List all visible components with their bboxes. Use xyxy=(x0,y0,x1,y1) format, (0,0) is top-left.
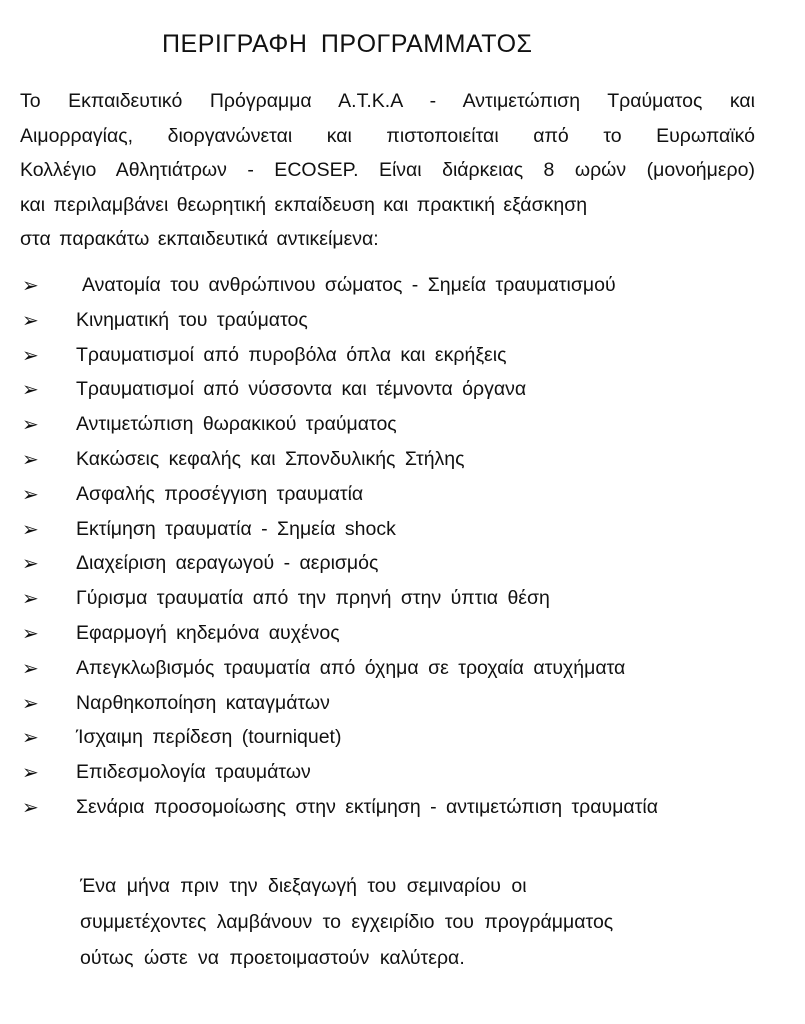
list-item-text: Ανατομία του ανθρώπινου σώματος - Σημεία τραυματισμού xyxy=(82,274,616,296)
list-item xyxy=(20,372,790,407)
closing-line: ούτως ώστε να προετοιμαστούν καλύτερα. xyxy=(80,947,465,969)
list-item xyxy=(20,512,790,547)
list-item xyxy=(20,720,790,755)
list-item xyxy=(20,442,790,477)
list-item-text: Επιδεσμολογία τραυμάτων xyxy=(76,761,311,784)
intro-line: Κολλέγιο Αθλητιάτρων - ECOSEP. Είναι διάρκειας 8 ωρών (μονοήμερο) xyxy=(20,159,755,181)
arrow-bullet-icon: ➢ xyxy=(22,690,39,715)
arrow-bullet-icon: ➢ xyxy=(22,412,39,437)
arrow-bullet-icon: ➢ xyxy=(22,446,39,471)
arrow-bullet-icon: ➢ xyxy=(22,655,39,680)
arrow-bullet-icon: ➢ xyxy=(22,760,39,785)
list-item xyxy=(20,407,790,442)
arrow-bullet-icon: ➢ xyxy=(22,551,39,576)
list-item-text: Κινηματική του τραύματος xyxy=(76,308,308,331)
intro-line: Το Εκπαιδευτικό Πρόγραμμα Α.Τ.Κ.Α - Αντιμετώπιση Τραύματος και xyxy=(20,90,755,112)
closing-line: συμμετέχοντες λαμβάνουν το εγχειρίδιο του προγράμματος xyxy=(80,911,614,933)
page-title: ΠΕΡΙΓΡΑΦΗ ΠΡΟΓΡΑΜΜΑΤΟΣ xyxy=(162,30,533,58)
list-item xyxy=(20,616,790,651)
arrow-bullet-icon: ➢ xyxy=(22,377,39,402)
list-item-text: Εκτίμηση τραυματία - Σημεία shock xyxy=(76,517,396,540)
list-item-text: Κακώσεις κεφαλής και Σπονδυλικής Στήλης xyxy=(76,447,465,470)
arrow-bullet-icon: ➢ xyxy=(22,273,39,297)
list-item-text: Ασφαλής προσέγγιση τραυματία xyxy=(76,482,364,505)
list-item-text: Γύρισμα τραυματία από την πρηνή στην ύπτια θέση xyxy=(76,587,550,610)
list-item-text: Τραυματισμοί από νύσσοντα και τέμνοντα όργανα xyxy=(76,378,527,401)
list-item xyxy=(20,338,790,373)
arrow-bullet-icon: ➢ xyxy=(22,725,39,750)
list-item xyxy=(20,651,790,686)
closing-line: Ένα μήνα πριν την διεξαγωγή του σεμιναρίου οι xyxy=(80,875,527,897)
list-item-text: Σενάρια προσομοίωσης στην εκτίμηση - αντιμετώπιση τραυματία xyxy=(76,795,659,818)
list-item-text: Ίσχαιμη περίδεση (tourniquet) xyxy=(76,726,342,749)
closing-paragraph xyxy=(80,868,730,976)
arrow-bullet-icon: ➢ xyxy=(22,516,39,541)
intro-line: Αιμορραγίας, διοργανώνεται και πιστοποιείται από το Ευρωπαϊκό xyxy=(20,124,755,147)
list-item xyxy=(20,790,790,825)
list-item-text: Διαχείριση αεραγωγού - αερισμός xyxy=(76,552,379,575)
list-item xyxy=(20,268,790,303)
list-item xyxy=(20,546,790,581)
list-item-text: Τραυματισμοί από πυροβόλα όπλα και εκρήξεις xyxy=(76,343,507,366)
arrow-bullet-icon: ➢ xyxy=(22,342,39,367)
list-item xyxy=(20,755,790,790)
intro-line: στα παρακάτω εκπαιδευτικά αντικείμενα: xyxy=(20,228,379,250)
arrow-bullet-icon: ➢ xyxy=(22,586,39,611)
list-item xyxy=(20,581,790,616)
intro-paragraph xyxy=(20,84,755,257)
list-item xyxy=(20,686,790,721)
list-item-text: Ναρθηκοποίηση καταγμάτων xyxy=(76,691,330,714)
list-item-text: Αντιμετώπιση θωρακικού τραύματος xyxy=(76,413,397,436)
intro-line: και περιλαμβάνει θεωρητική εκπαίδευση και πρακτική εξάσκηση xyxy=(20,193,588,216)
arrow-bullet-icon: ➢ xyxy=(22,620,39,645)
curriculum-list xyxy=(20,268,790,825)
list-item-text: Εφαρμογή κηδεμόνα αυχένος xyxy=(76,621,340,644)
list-item xyxy=(20,303,790,338)
list-item xyxy=(20,477,790,512)
list-item-text: Απεγκλωβισμός τραυματία από όχημα σε τροχαία ατυχήματα xyxy=(76,656,626,679)
arrow-bullet-icon: ➢ xyxy=(22,481,39,506)
arrow-bullet-icon: ➢ xyxy=(22,794,39,819)
arrow-bullet-icon: ➢ xyxy=(22,307,39,332)
